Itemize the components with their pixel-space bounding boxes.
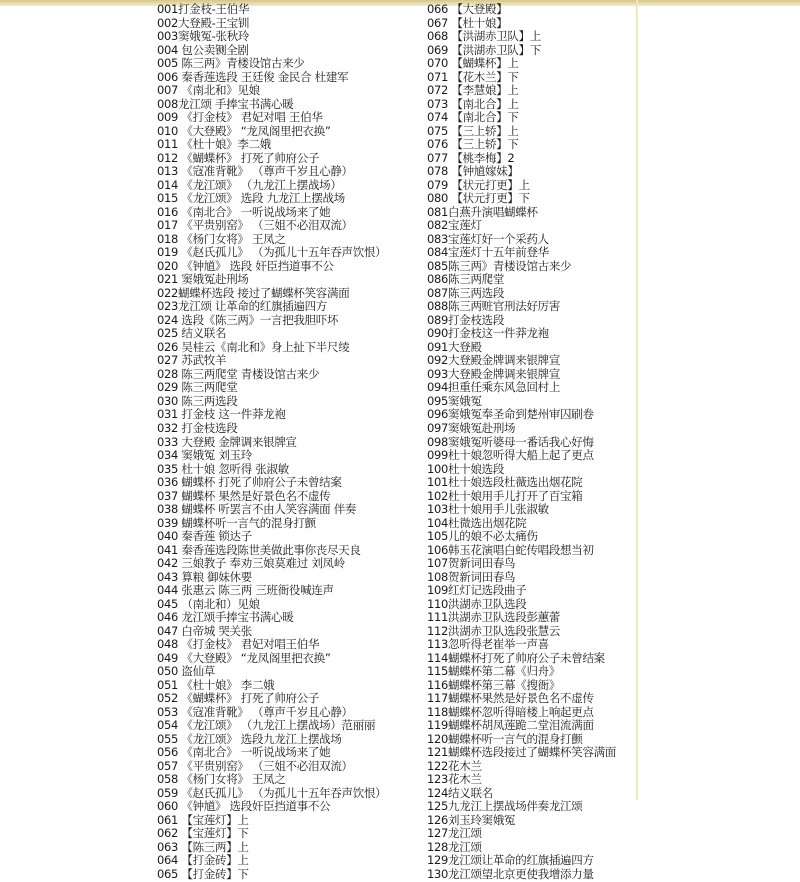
track-list-item: 025 结义联名: [157, 326, 227, 341]
track-list-item: 082宝莲灯: [427, 218, 482, 233]
track-list-item: 102杜十娘用手儿打开了百宝箱: [427, 488, 583, 503]
track-list-item: 130龙江颂望北京更使我增添力量: [427, 867, 594, 881]
track-list-item: 089打金枝选段: [427, 312, 505, 327]
track-list-item: 008龙江颂 手捧宝书满心暖: [157, 96, 294, 111]
track-list-right-column: [427, 3, 677, 882]
track-list-item: 088陈三两赃官刑法好厉害: [427, 299, 561, 314]
track-list-item: 067 【杜十娘】: [427, 15, 508, 30]
track-list-item: 042 三娘教子 奉劝三娘莫难过 刘凤岭: [157, 556, 345, 571]
track-list-item: 064 【打金砖】上: [157, 853, 249, 868]
track-list-item: 072 【李慧娘】上: [427, 83, 519, 98]
track-list-item: 122花木兰: [427, 758, 482, 773]
track-list-item: 061 【宝莲灯】上: [157, 812, 249, 827]
track-list-item: 010 《大登殿》 “龙凤阁里把衣换”: [157, 123, 331, 138]
track-list-item: 126刘玉玲窦娥冤: [427, 812, 516, 827]
track-list-item: 073 【南北合】上: [427, 96, 519, 111]
track-list-item: 011 《杜十娘》李二娥: [157, 137, 272, 152]
track-list-item: 007 《南北和》见娘: [157, 83, 260, 98]
track-list-item: 074 【南北合】下: [427, 110, 519, 125]
track-list-item: 070 【蝴蝶杯】上: [427, 56, 519, 71]
track-list-item: 080 【状元打更】下: [427, 191, 530, 206]
track-list-item: 083宝莲灯好一个采药人: [427, 231, 549, 246]
track-list-item: 019 《赵氏孤儿》 （为孤儿十五年吞声饮恨）: [157, 245, 387, 260]
track-list-item: 075 【三上轿】上: [427, 123, 519, 138]
track-list-item: 059 《赵氏孤儿》 （为孤儿十五年吞声饮恨）: [157, 785, 387, 800]
track-list-item: 039 蝴蝶杯听一言气的混身打颤: [157, 515, 316, 530]
track-list-item: 062 【宝莲灯】下: [157, 826, 249, 841]
track-list-item: 021 窦娥冤赴刑场: [157, 272, 249, 287]
gold-divider: [636, 0, 638, 800]
track-list-item: 125九龙江上摆战场伴奏龙江颂: [427, 799, 583, 814]
track-list-item: 057 《平贵别窑》 （三姐不必泪双流）: [157, 758, 353, 773]
track-list-item: 104杜微选出烟花院: [427, 515, 527, 530]
track-list-item: 090打金枝这一件莽龙袍: [427, 326, 549, 341]
track-list-item: 078 【钟馗嫁妹】: [427, 164, 519, 179]
track-list-item: 034 窦娥冤 刘玉玲: [157, 448, 252, 463]
track-list-item: 040 秦香莲 锁达子: [157, 529, 252, 544]
track-list-item: 111洪湖赤卫队选段彭蕙蕾: [427, 610, 561, 625]
track-list-item: 020 《钟馗》 选段 奸臣挡道事不公: [157, 258, 334, 273]
track-list-item: 028 陈三两爬堂 青楼设馆古来少: [157, 366, 320, 381]
track-list-item: 124结义联名: [427, 785, 493, 800]
track-list-item: 017 《平贵别窑》 （三姐不必泪双流）: [157, 218, 353, 233]
track-list-item: 041 秦香莲选段陈世美做此事你丧尽天良: [157, 542, 361, 557]
track-list-item: 114蝴蝶杯打死了帅府公子未曾结案: [427, 650, 605, 665]
track-list-item: 060 《钟馗》 选段奸臣挡道事不公: [157, 799, 331, 814]
track-list-item: 026 吴桂云《南北和》身上扯下半尺绫: [157, 339, 350, 354]
track-list-item: 003窦娥冤-张秋玲: [157, 29, 250, 44]
track-list-item: 108贺新词田春鸟: [427, 569, 516, 584]
track-list-item: 001打金枝-王伯华: [157, 2, 250, 16]
track-list-item: 118蝴蝶杯忽听得暗楼上响起更点: [427, 704, 594, 719]
track-list-item: 069 【洪湖赤卫队】下: [427, 42, 542, 57]
track-list-item: 109红灯记选段曲子: [427, 583, 527, 598]
track-list-item: 101杜十娘选段杜薇选出烟花院: [427, 475, 583, 490]
track-list-item: 071 【花木兰】下: [427, 69, 519, 84]
track-list-item: 127龙江颂: [427, 826, 482, 841]
track-list-item: 023龙江颂 让革命的红旗插遍四方: [157, 299, 328, 314]
track-list-item: 076 【三上轿】下: [427, 137, 519, 152]
track-list-item: 014 《龙江颂》 （九龙江上摆战场）: [157, 177, 342, 192]
track-list-item: 035 杜十娘 忽听得 张淑敏: [157, 461, 289, 476]
track-list-item: 086陈三两爬堂: [427, 272, 505, 287]
track-list-item: 056 《南北合》 一听说战场来了她: [157, 745, 331, 760]
track-list-item: 043 算粮 御妹休要: [157, 569, 252, 584]
track-list-item: 093大登殿金牌调来银牌宣: [427, 366, 561, 381]
track-list-item: 110洪湖赤卫队选段: [427, 596, 527, 611]
track-list-item: 030 陈三两选段: [157, 393, 238, 408]
track-list-item: 116蝴蝶杯第三幕《搜衙》: [427, 677, 561, 692]
track-list-item: 123花木兰: [427, 772, 482, 787]
track-list-item: 112洪湖赤卫队选段张慧云: [427, 623, 561, 638]
track-list-item: 032 打金枝选段: [157, 420, 238, 435]
track-list-item: 053 《寇准背靴》 （尊声千岁且心静）: [157, 704, 353, 719]
track-list-left-column: [157, 3, 407, 882]
track-list-item: 022蝴蝶杯选段 接过了蝴蝶杯笑容满面: [157, 285, 350, 300]
track-list-item: 024 选段《陈三两》一言把我胆吓坏: [157, 312, 339, 327]
track-list-item: 036 蝴蝶杯 打死了帅府公子未曾结案: [157, 475, 342, 490]
track-list-item: 100杜十娘选段: [427, 461, 505, 476]
track-list-item: 068 【洪湖赤卫队】上: [427, 29, 542, 44]
track-list-item: 063 【陈三两】上: [157, 839, 249, 854]
track-list-item: 128龙江颂: [427, 839, 482, 854]
track-list-item: 081白燕升演唱蝴蝶杯: [427, 204, 538, 219]
track-list-item: 117蝴蝶杯果然是好景色名不虚传: [427, 691, 594, 706]
track-list-item: 103杜十娘用手儿张淑敏: [427, 502, 549, 517]
track-list-item: 113忽听得老崔举一声喜: [427, 637, 549, 652]
track-list-item: 012 《蝴蝶杯》 打死了帅府公子: [157, 150, 320, 165]
track-list-item: 077 【桃李梅】2: [427, 150, 515, 165]
track-list-item: 119蝴蝶杯胡凤莲跪二堂泪流满面: [427, 718, 594, 733]
track-list-item: 099杜十娘忽听得大船上起了更点: [427, 448, 594, 463]
track-list-item: 095窦娥冤: [427, 393, 482, 408]
track-list-item: 013 《寇准背靴》 （尊声千岁且心静）: [157, 164, 353, 179]
track-list-item: 092大登殿金牌调来银牌宣: [427, 353, 561, 368]
track-list-item: 044 张惠云 陈三两 三班衙役喊连声: [157, 583, 334, 598]
track-list-item: 051 《杜十娘》 李二娥: [157, 677, 275, 692]
track-list-item: 037 蝴蝶杯 果然是好景色名不虚传: [157, 488, 331, 503]
track-list-item: 005 陈三两》青楼设馆古来少: [157, 56, 305, 71]
track-list-item: 031 打金枝 这一件莽龙袍: [157, 407, 286, 422]
track-list-item: 050 盗仙草: [157, 664, 216, 679]
track-list-item: 055 《龙江颂》 选段九龙江上摆战场: [157, 731, 342, 746]
track-list-item: 027 苏武牧羊: [157, 353, 227, 368]
track-list-item: 129龙江颂让革命的红旗插遍四方: [427, 853, 594, 868]
track-list-item: 091大登殿: [427, 339, 482, 354]
track-list-item: 016 《南北合》 一听说战场来了她: [157, 204, 331, 219]
track-list-item: 058 《杨门女将》 王凤之: [157, 772, 286, 787]
track-list-item: 084宝莲灯十五年前登华: [427, 245, 549, 260]
track-list-item: 018 《杨门女将》 王凤之: [157, 231, 286, 246]
track-list-item: 047 白帝城 哭关张: [157, 623, 252, 638]
track-list-item: 105儿的娘不必太痛伤: [427, 529, 538, 544]
track-list-item: 098窦娥冤听婆母一番话我心好悔: [427, 434, 594, 449]
track-list-item: 046 龙江颂手捧宝书满心暖: [157, 610, 294, 625]
track-list-item: 066 【大登殿】: [427, 2, 508, 16]
track-list-item: 029 陈三两爬堂: [157, 380, 238, 395]
track-list-item: 045 （南北和）见娘: [157, 596, 260, 611]
track-list-item: 096窦娥冤奉圣命到楚州审囚刷卷: [427, 407, 594, 422]
track-list-item: 087陈三两选段: [427, 285, 505, 300]
track-list-item: 115蝴蝶杯第二幕《归舟》: [427, 664, 561, 679]
track-list-item: 085陈三两》青楼设馆古来少: [427, 258, 572, 273]
track-list-item: 121蝴蝶杯选段接过了蝴蝶杯笑容满面: [427, 745, 617, 760]
track-list-item: 048 《打金枝》 君妃对唱王伯华: [157, 637, 320, 652]
track-list-item: 107贺新词田春鸟: [427, 556, 516, 571]
track-list-item: 038 蝴蝶杯 听罢言不由人笑容满面 伴奏: [157, 502, 357, 517]
track-list-item: 120蝴蝶杯听一言气的混身打颤: [427, 731, 583, 746]
track-list-item: 006 秦香莲选段 王廷俊 金民合 杜建军: [157, 69, 349, 84]
track-list-item: 065 【打金砖】下: [157, 867, 249, 881]
track-list-item: 049 《大登殿》 “龙凤阁里把衣换”: [157, 650, 331, 665]
track-list-item: 094担重任乘东风急回村上: [427, 380, 561, 395]
track-list-item: 079 【状元打更】上: [427, 177, 530, 192]
track-list-item: 054 《龙江颂》 （九龙江上摆战场）范丽丽: [157, 718, 376, 733]
track-list-item: 097窦娥冤赴刑场: [427, 420, 516, 435]
track-list-item: 033 大登殿 金牌调来银牌宣: [157, 434, 297, 449]
track-list-item: 002大登殿-王宝钏: [157, 15, 250, 30]
track-list-item: 009 《打金枝》 君妃对唱 王伯华: [157, 110, 323, 125]
track-list-item: 052 《蝴蝶杯》 打死了帅府公子: [157, 691, 320, 706]
track-list-item: 004 包公卖铡全剧: [157, 42, 249, 57]
track-list-item: 015 《龙江颂》 选段 九龙江上摆战场: [157, 191, 345, 206]
track-list-item: 106韩玉花演唱白蛇传唱段想当初: [427, 542, 594, 557]
